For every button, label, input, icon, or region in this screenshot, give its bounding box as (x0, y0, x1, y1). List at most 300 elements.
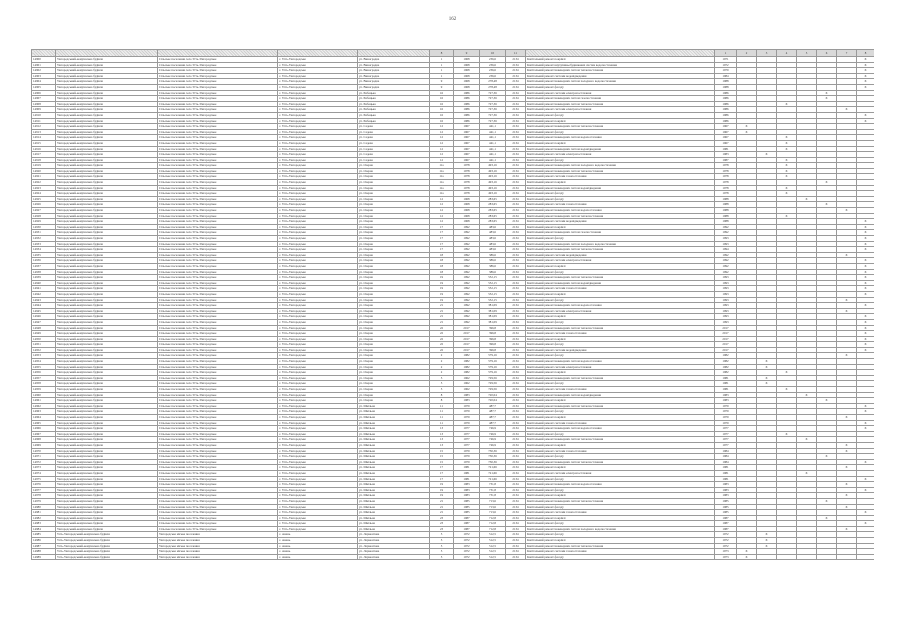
table-cell: 1982 (454, 370, 480, 376)
table-cell: 14941 (32, 286, 56, 292)
table-cell: 1978 (454, 191, 480, 197)
table-cell: 1982 (454, 353, 480, 359)
table-cell: 441,1 (480, 135, 506, 141)
table-cell: 552,15 (480, 286, 506, 292)
table-cell: 1986 (454, 118, 480, 124)
table-cell: 2134 (506, 291, 526, 297)
table-cell: 1992 (454, 291, 480, 297)
column-header (158, 50, 278, 57)
table-cell: 1979 (715, 420, 737, 426)
table-cell: 14922 (32, 180, 56, 186)
table-cell: с. Усть-Ужгородське (278, 336, 358, 342)
table-cell: Капітальний ремонт системи газопостачання (526, 202, 715, 208)
table-cell: 1979 (454, 459, 480, 465)
table-cell: 2134 (506, 521, 526, 527)
renovation-schedule-table (31, 49, 874, 560)
table-cell: Капітальний ремонт фасаду (526, 129, 715, 135)
table-cell: Ужгородський-комунальна будівля (56, 353, 158, 359)
table-cell: 512,5 (480, 543, 506, 549)
table-cell: 23 (430, 515, 454, 521)
table-cell: 12 (430, 124, 454, 130)
table-cell: 396,8 (480, 336, 506, 342)
table-cell: Ужгородський-комунальна будівля (56, 196, 158, 202)
table-cell: 1981 (715, 470, 737, 476)
table-cell: 1992 (715, 230, 737, 236)
table-cell: X (817, 454, 837, 460)
table-cell: с. Усть-Ужгородське (278, 236, 358, 242)
table-cell: с. Усть-Ужгородське (278, 442, 358, 448)
table-cell: Ужгородський-комунальна будівля (56, 168, 158, 174)
table-cell: 1992 (454, 297, 480, 303)
table-cell: Капітальний ремонт системи водовідведення (526, 73, 715, 79)
table-cell: 14917 (32, 152, 56, 158)
table-cell: ул. Озерна (358, 303, 430, 309)
table-cell: 2 (430, 353, 454, 359)
table-cell: Капітальний ремонт покрівлі (526, 336, 715, 342)
table-cell: 746,9 (480, 442, 506, 448)
table-cell: 713,6 (480, 510, 506, 516)
table-cell: ул. Озерна (358, 224, 430, 230)
table-cell: 1982 (454, 364, 480, 370)
table-cell: 12 (430, 219, 454, 225)
table-cell: 1988 (715, 84, 737, 90)
table-cell: с. Усть-Ужгородське (278, 196, 358, 202)
table-cell: 1978 (715, 180, 737, 186)
table-cell: 1983 (454, 482, 480, 488)
table-cell: Усть-Ужгородський-комунальна будівля (56, 549, 158, 555)
table-cell: Ужгородський-комунальна будівля (56, 247, 158, 253)
table-cell: ул. Рибацька (358, 107, 430, 113)
table-cell: 1972 (454, 532, 480, 538)
table-cell: 14904 (32, 79, 56, 85)
page-number: 162 (448, 17, 457, 22)
table-cell: 2134 (506, 381, 526, 387)
table-cell: 493,16 (480, 191, 506, 197)
table-cell: 1992 (454, 247, 480, 253)
table-cell: Капітальний ремонт системи газопостачання (526, 174, 715, 180)
table-cell: 2 (430, 364, 454, 370)
table-cell: ул. Озерна (358, 247, 430, 253)
table-cell: X (857, 269, 875, 275)
table-cell: 1992 (454, 319, 480, 325)
table-cell: 2134 (506, 470, 526, 476)
table-cell: ул. Озерна (358, 263, 430, 269)
table-cell: ул. Виноградна (358, 84, 430, 90)
table-cell: Ужгородський-комунальна будівля (56, 308, 158, 314)
table-cell: 1993 (715, 303, 737, 309)
table-cell: Капітальний ремонт інженерних систем теплопостачання (526, 403, 715, 409)
table-cell: 2134 (506, 180, 526, 186)
table-cell: Сільське поселення село Усть-Ужгородське (158, 84, 278, 90)
table-cell: 11а (430, 174, 454, 180)
column-header (56, 50, 158, 57)
table-cell: 14902 (32, 68, 56, 74)
table-cell: ул. Озерна (358, 241, 430, 247)
table-cell: Ужгородський-комунальна будівля (56, 269, 158, 275)
table-cell: 1 (430, 57, 454, 63)
table-cell: 2 (430, 370, 454, 376)
table-cell: 2134 (506, 409, 526, 415)
table-cell: 386,6 (480, 269, 506, 275)
table-cell: ул. Шкільна (358, 515, 430, 521)
table-cell: 1979 (454, 454, 480, 460)
table-cell: 21 (430, 314, 454, 320)
table-cell: Капітальний ремонт фасаду (526, 112, 715, 118)
table-cell: Капітальний ремонт системи газопостачання (526, 331, 715, 337)
table-cell: Сільське поселення село Усть-Ужгородське (158, 57, 278, 63)
table-cell: 21 (430, 498, 454, 504)
table-cell: 2134 (506, 549, 526, 555)
table-cell: 1978 (454, 168, 480, 174)
table-cell: 14975 (32, 476, 56, 482)
table-cell: 721,66 (480, 470, 506, 476)
table-cell: 712,8 (480, 515, 506, 521)
table-cell: Капітальний ремонт інженерних систем холодного водопостачання (526, 79, 715, 85)
table-cell: Капітальний ремонт системи газопостачання (526, 387, 715, 393)
table-cell: 14965 (32, 420, 56, 426)
table-cell: Ужгородський-комунальна будівля (56, 291, 158, 297)
table-cell: Ужгородський-комунальна будівля (56, 325, 158, 331)
table-cell: Ужгородський-комунальна будівля (56, 241, 158, 247)
table-cell: ул. Озерна (358, 381, 430, 387)
table-cell: с. Усть-Ужгородське (278, 353, 358, 359)
table-cell: с. Усть-Ужгородське (278, 459, 358, 465)
table-cell: Сільське поселення село Усть-Ужгородське (158, 487, 278, 493)
table-cell: 18 (430, 263, 454, 269)
table-cell: 712,8 (480, 521, 506, 527)
table-cell: с. Усть-Ужгородське (278, 448, 358, 454)
table-cell: Капітальний ремонт покрівлі (526, 465, 715, 471)
table-cell: Капітальний ремонт фасаду (526, 532, 715, 538)
table-cell: Сільське поселення село Усть-Ужгородське (158, 90, 278, 96)
table-cell: с. Усть-Ужгородське (278, 202, 358, 208)
table-cell: ул. Озерна (358, 347, 430, 353)
table-cell: ул. Озерна (358, 269, 430, 275)
table-cell: с. Усть-Ужгородське (278, 375, 358, 381)
table-cell: 14938 (32, 269, 56, 275)
table-cell: Ужгородський-комунальна будівля (56, 68, 158, 74)
table-cell: ул. Озерна (358, 202, 430, 208)
table-cell: 1977 (715, 442, 737, 448)
table-cell: 14933 (32, 241, 56, 247)
table-cell: 2134 (506, 241, 526, 247)
table-cell: с. Усть-Ужгородське (278, 493, 358, 499)
table-cell: Ужгородський-комунальна будівля (56, 174, 158, 180)
table-cell: Сільське поселення село Усть-Ужгородське (158, 124, 278, 130)
table-cell: Капітальний ремонт інженерних систем водопостачання (526, 426, 715, 432)
table-cell: 493,16 (480, 168, 506, 174)
table-cell: 386,6 (480, 258, 506, 264)
table-cell: 236,6 (480, 68, 506, 74)
table-cell: ул. Озерна (358, 236, 430, 242)
table-cell: Капітальний ремонт системи електропостачання (526, 107, 715, 113)
table-cell: 1972 (715, 538, 737, 544)
table-cell: 1977 (454, 437, 480, 443)
table-cell: Капітальний ремонт інженерних систем холодного водопостачання (526, 241, 715, 247)
table-cell: 2134 (506, 280, 526, 286)
table-cell: 487,7 (480, 415, 506, 421)
table-cell: 14945 (32, 308, 56, 314)
table-cell: Сільське поселення село Усть-Ужгородське (158, 353, 278, 359)
table-cell: Сільське поселення село Усть-Ужгородське (158, 303, 278, 309)
table-cell: X (837, 465, 857, 471)
table-header-row (32, 50, 875, 57)
table-cell: Сільське поселення село Усть-Ужгородське (158, 224, 278, 230)
table-cell: X (817, 498, 837, 504)
table-cell: Сільське поселення село Усть-Ужгородське (158, 465, 278, 471)
table-cell: X (857, 280, 875, 286)
table-cell: 19 (430, 275, 454, 281)
table-cell: Капітальний ремонт інженерних систем водопостачання (526, 208, 715, 214)
table-cell: 1992 (454, 269, 480, 275)
table-cell: 1986 (715, 118, 737, 124)
table-cell: 730,36 (480, 454, 506, 460)
table-cell: 2134 (506, 90, 526, 96)
table-cell: Ужгородське міське поселення (158, 532, 278, 538)
table-cell: 552,15 (480, 297, 506, 303)
table-cell: X (797, 470, 817, 476)
table-cell: с. Усть-Ужгородське (278, 286, 358, 292)
table-cell: 14982 (32, 515, 56, 521)
table-cell: с. Усть-Ужгородське (278, 342, 358, 348)
table-cell: 1978 (454, 185, 480, 191)
table-cell: 14968 (32, 437, 56, 443)
table-cell: 14940 (32, 280, 56, 286)
table-cell: Сільське поселення село Усть-Ужгородське (158, 415, 278, 421)
table-cell: ул. Озерна (358, 291, 430, 297)
table-cell: Сільське поселення село Усть-Ужгородське (158, 202, 278, 208)
table-cell: ул. Садова (358, 135, 430, 141)
table-cell: 1985 (715, 504, 737, 510)
table-cell: ул. Озерна (358, 331, 430, 337)
table-cell: с. Усть-Ужгородське (278, 359, 358, 365)
table-cell: 1972 (715, 62, 737, 68)
table-cell: Усть-Ужгородський-комунальна будівля (56, 532, 158, 538)
table-cell: 21 (430, 510, 454, 516)
table-cell: 14942 (32, 291, 56, 297)
table-cell: Сільське поселення село Усть-Ужгородське (158, 191, 278, 197)
table-cell: X (857, 347, 875, 353)
table-cell: 14964 (32, 415, 56, 421)
table-cell: 14966 (32, 426, 56, 432)
table-cell: Капітальний ремонт фасаду (526, 504, 715, 510)
table-cell: с. Усть-Ужгородське (278, 476, 358, 482)
table-cell: 14959 (32, 387, 56, 393)
table-cell: 14912 (32, 124, 56, 130)
table-cell: 1977 (454, 431, 480, 437)
table-cell: 1993 (715, 241, 737, 247)
table-cell: 730,36 (480, 448, 506, 454)
table-cell: 746,9 (480, 437, 506, 443)
table-cell: Ужгородський-комунальна будівля (56, 319, 158, 325)
table-cell: 2134 (506, 79, 526, 85)
table-cell: 1 (430, 73, 454, 79)
table-cell: ул. Озерна (358, 168, 430, 174)
table-cell: X (857, 510, 875, 516)
table-cell: X (857, 286, 875, 292)
table-cell: X (737, 129, 757, 135)
table-cell: 14916 (32, 146, 56, 152)
table-cell: 14970 (32, 448, 56, 454)
table-cell: 2134 (506, 269, 526, 275)
table-cell: 19 (430, 280, 454, 286)
table-cell: Ужгородський-комунальна будівля (56, 280, 158, 286)
table-cell: ул. Озерна (358, 314, 430, 320)
table-cell: 1967 (715, 124, 737, 130)
table-cell: ул. Шкільна (358, 493, 430, 499)
table-cell: 731,8 (480, 482, 506, 488)
table-cell: X (857, 79, 875, 85)
table-cell: Ужгородський-комунальна будівля (56, 213, 158, 219)
table-cell: 1981 (715, 476, 737, 482)
table-cell: X (777, 157, 797, 163)
table-cell: 483,6 (480, 236, 506, 242)
table-cell: 16 (430, 118, 454, 124)
table-cell: Ужгородський-комунальна будівля (56, 448, 158, 454)
table-cell: 17 (430, 476, 454, 482)
table-cell: 729,56 (480, 381, 506, 387)
table-cell: 14981 (32, 510, 56, 516)
table-cell: 483,6 (480, 224, 506, 230)
table-cell: 1972 (454, 538, 480, 544)
table-cell: 2134 (506, 286, 526, 292)
table-cell: 2134 (506, 359, 526, 365)
table-cell: ул. Садова (358, 129, 430, 135)
table-cell: ул. Озерна (358, 375, 430, 381)
table-cell: 13 (430, 431, 454, 437)
table-cell: с. Усть-Ужгородське (278, 275, 358, 281)
table-cell: 1988 (715, 202, 737, 208)
column-header: 5 (797, 50, 817, 57)
table-cell: 396,8 (480, 347, 506, 353)
table-cell: Сільське поселення село Усть-Ужгородське (158, 163, 278, 169)
table-cell: 2134 (506, 68, 526, 74)
table-cell: 1983 (715, 493, 737, 499)
table-cell: 1972 (454, 543, 480, 549)
table-cell: 727,36 (480, 90, 506, 96)
table-cell: 2134 (506, 437, 526, 443)
table-cell: с. Усть-Ужгородське (278, 314, 358, 320)
table-cell: 1967 (454, 152, 480, 158)
table-cell: ул. Озерна (358, 252, 430, 258)
table-cell: 5 (430, 543, 454, 549)
table-cell: 14960 (32, 392, 56, 398)
table-cell: 1977 (715, 426, 737, 432)
table-cell: Ужгородський-комунальна будівля (56, 314, 158, 320)
table-cell: 14986 (32, 538, 56, 544)
table-cell: с. Усть-Ужгородське (278, 224, 358, 230)
table-cell: X (737, 554, 757, 560)
table-cell: Сільське поселення село Усть-Ужгородське (158, 498, 278, 504)
table-cell: ул. Шкільна (358, 470, 430, 476)
table-cell: с. Усть-Ужгородське (278, 325, 358, 331)
table-cell: 2134 (506, 454, 526, 460)
table-cell: Сільське поселення село Усть-Ужгородське (158, 286, 278, 292)
table-cell: 12 (430, 157, 454, 163)
table-cell: 1978 (454, 180, 480, 186)
table-cell: Капітальний ремонт інженерних систем теплопостачання (526, 168, 715, 174)
table-cell: 21 (430, 303, 454, 309)
table-cell: 18 (430, 258, 454, 264)
table-cell: ул. Озерна (358, 280, 430, 286)
table-cell: 14911 (32, 118, 56, 124)
table-cell: 2134 (506, 431, 526, 437)
table-cell: ул. Озерна (358, 336, 430, 342)
table-cell: 14923 (32, 185, 56, 191)
table-cell: 14920 (32, 168, 56, 174)
table-cell: 2017 (715, 342, 737, 348)
table-cell: Капітальний ремонт фасаду (526, 196, 715, 202)
table-cell: Сільське поселення село Усть-Ужгородське (158, 325, 278, 331)
table-cell: ул. Садова (358, 146, 430, 152)
table-cell: 2134 (506, 515, 526, 521)
table-cell: 14979 (32, 498, 56, 504)
table-cell: X (857, 84, 875, 90)
table-cell: X (857, 73, 875, 79)
table-cell: 2017 (454, 325, 480, 331)
table-cell: X (757, 152, 777, 158)
table-cell: Сільське поселення село Усть-Ужгородське (158, 241, 278, 247)
table-cell: 19 (430, 291, 454, 297)
table-cell: 2134 (506, 403, 526, 409)
table-cell: с. Усть-Ужгородське (278, 129, 358, 135)
table-cell: 713,6 (480, 504, 506, 510)
table-cell: 1981 (454, 465, 480, 471)
table-cell: с. Усть-Ужгородське (278, 146, 358, 152)
table-cell: ул. Озерна (358, 297, 430, 303)
table-cell: 18 (430, 252, 454, 258)
table-cell: 2134 (506, 152, 526, 158)
table-cell: с. Усть-Ужгородське (278, 521, 358, 527)
table-cell: Сільське поселення село Усть-Ужгородське (158, 112, 278, 118)
table-cell: 1981 (715, 465, 737, 471)
table-cell: Капітальний ремонт інженерних систем теплопостачання (526, 375, 715, 381)
table-cell: 14919 (32, 163, 56, 169)
table-cell: 579,16 (480, 359, 506, 365)
table-cell: 441,1 (480, 146, 506, 152)
table-cell: Капітальний ремонт системи водовідведення (526, 252, 715, 258)
table-cell: Ужгородський-комунальна будівля (56, 415, 158, 421)
table-cell: 1992 (454, 252, 480, 258)
table-cell: X (857, 521, 875, 527)
table-cell: 1968 (454, 73, 480, 79)
table-cell: 396,8 (480, 342, 506, 348)
table-cell: X (817, 90, 837, 96)
table-cell: 14948 (32, 325, 56, 331)
table-cell: 19 (430, 487, 454, 493)
table-cell: Капітальний ремонт системи електропостачання (526, 90, 715, 96)
table-cell: 1986 (715, 101, 737, 107)
table-cell: с. Усть-Ужгородське (278, 208, 358, 214)
table-cell: Сільське поселення село Усть-Ужгородське (158, 437, 278, 443)
table-cell: 1984 (715, 459, 737, 465)
table-cell: 1988 (715, 208, 737, 214)
table-cell: 2134 (506, 448, 526, 454)
table-cell: 17 (430, 224, 454, 230)
table-cell: 2134 (506, 347, 526, 353)
table-cell: с. Усть-Ужгородське (278, 135, 358, 141)
table-cell: Сільське поселення село Усть-Ужгородське (158, 442, 278, 448)
table-cell: Сільське поселення село Усть-Ужгородське (158, 409, 278, 415)
table-cell: ул. Шкільна (358, 442, 430, 448)
table-cell: 1983 (454, 392, 480, 398)
table-cell: Сільське поселення село Усть-Ужгородське (158, 263, 278, 269)
table-cell: 1993 (715, 308, 737, 314)
table-cell: 2134 (506, 459, 526, 465)
table-cell: X (737, 549, 757, 555)
table-cell: 2134 (506, 124, 526, 130)
table-cell: Ужгородський-комунальна будівля (56, 521, 158, 527)
